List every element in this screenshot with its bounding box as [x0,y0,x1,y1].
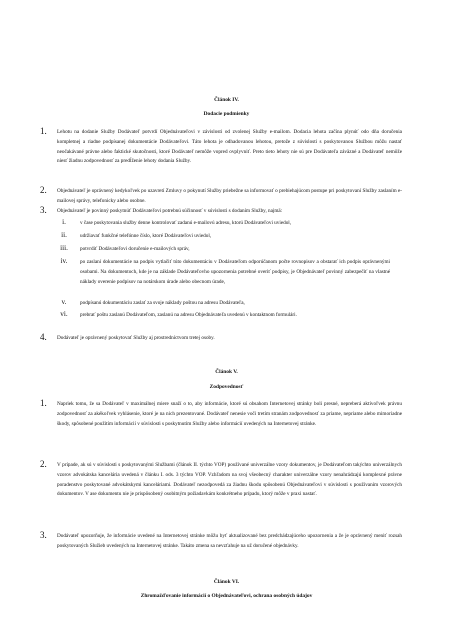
article-5-title: Článok V. [215,369,238,375]
sub-item-number: vi. [60,310,68,318]
article-4-title: Článok IV. [214,97,239,103]
sub-item-number: iii. [60,244,68,252]
article-5-subtitle: Zodpovednosť [209,384,244,390]
sub-item-number: ii. [61,231,67,239]
item-number: 1. [40,126,47,136]
item-text: Dodávateľ je oprávnený poskytovať Služby aj prostredníctvom tretej osoby. [57,335,215,341]
sub-item-text: potvrdiť Dodávateľovi doručenie e-mailových správ, [80,246,190,252]
sub-item-number: v. [61,298,67,306]
item-number: 3. [40,205,47,215]
item-text: V prípade, ak sú v súvislosti s poskytovanými Službami (článok II. týchto VOP) používané univerzálne vzory dokumentov, je Dodávateľom takýchto univerzálnych vzorov advokátska kancelária uvedená v článku I. ods. 3 týchto VOP. Vzhľadom na svoj všeobecný charakter univerzálne vzory nenahrádzajú komplexné právne poradenstvo poskytované advokátskymi kanceláriami. Dodávateľ nezodpovedá za žiadnu škodu spôsobenú Objednávateľovi v súvislosti s používaním vzorových dokumentov. V ase dokumentu nie je prispôsobený osobitným požiadavkám konkrétneho prípadu, ktorý môže v praxi nastať. [57,462,402,498]
sub-item-text: v čase poskytovania služby denne kontrolovať zadanú e-mailovú adresu, ktorú Dodávateľovi uviedol, [80,220,292,226]
sub-item-text: podpísanú dokumentáciu zaslať za svoje náklady poštou na adresu Dodávateľa, [80,300,245,306]
item-number: 1. [40,398,47,408]
item-number: 2. [40,459,47,469]
item-text: Napriek tomu, že sa Dodávateľ v maximálnej miere snaží o to, aby informácie, ktoré sú obsahom Internetovej stránky boli presné, nepreberá aktívoľvek právnu zodpovednosť za akékoľvek vyhlásenie, ktoré je na nich prezentované. Dodávateľ nenesie voči tretím stranám zodpovednosť za priame, nepriame alebo mimoriadne škody, spôsobené použitím informácií v súvislosti s poskytnutím Služby alebo informácií uvedených na Internetovej stránke. [57,401,402,427]
sub-item-text: po zaslaní dokumentácie na podpis vytlačiť túto dokumentáciu v Dodávateľom odporúčanom počte rovnopisov a obstarať ich podpis oprávnenými osobami. Na dokumentoch, kde je na základe Dodávateľovho upozornenia potrebné overiť podpisy, je Objednávateľ povinný zabezpečiť na vlastné náklady overenie podpisov na notárskom úrade alebo obecnom úrade, [80,259,390,285]
item-number: 2. [40,185,47,195]
item-text: Lehotu na dodanie Služby Dodávateľ potvrdí Objednávateľovi v závislosti od zvolenej Služby e-mailom. Dodacia lehota začína plynúť odo dňa doručenia kompletnej a riadne podpísanej dokumentácie Dodávateľovi. Táto lehota je odhadovanou lehotou, pretože z súvislosti s poskytovanou Službou môžu nastať neočakávané právne alebo faktické skutočnosti, ktoré Dodávateľ nemôže vopred ovplyvniť. Preto tieto lehoty nie sú pre Dodávateľa záväzné a Dodávateľ nemôže niesť žiadnu zodpovednosť za predĺženie lehoty dodania Služby. [57,129,402,165]
sub-item-number: iv. [60,257,68,265]
sub-item-text: udržiavať funkčné telefónne číslo, ktoré Dodávateľovi uviedol, [80,233,212,239]
item-number: 4. [40,332,47,342]
item-text: Dodávateľ upozorňuje, že informácie uvedené na Internetovej stránke môžu byť aktualizované bez predchádzajúceho upozornenia a že je oprávnený meniť rozsah poskytovaných Služieb uvedených na Internetovej stránke. Takáto zmena sa nevzťahuje na už doručené objednávky. [57,533,402,549]
item-text: Objednávateľ je oprávnený kedykoľvek po uzavretí Zmluvy o pokynutí Služby priebežne sa informovať o prebiehajúcom postupe pri poskytovaní Služby zaslaním e-mailovej správy, telefonicky alebo osobne. [57,188,402,204]
article-6-subtitle: Zhromažďovanie informácií o Objednávateľovi, ochrana osobných údajov [140,593,313,599]
article-4-subtitle: Dodacie podmienky [203,111,250,117]
item-text: Objednávateľ je povinný poskytnúť Dodávateľovi potrebnú súčinnosť v súvislosti s dodaním Služby, najmä: [57,208,283,214]
sub-item-text: prebrať poštu zaslanú Dodávateľom, zaslanú na adresu Objednávateľa uvedenú v kontaktnom formulári. [80,312,297,318]
sub-item-number: i. [62,218,66,226]
item-number: 3. [40,530,47,540]
article-6-title: Článok VI. [213,579,240,585]
